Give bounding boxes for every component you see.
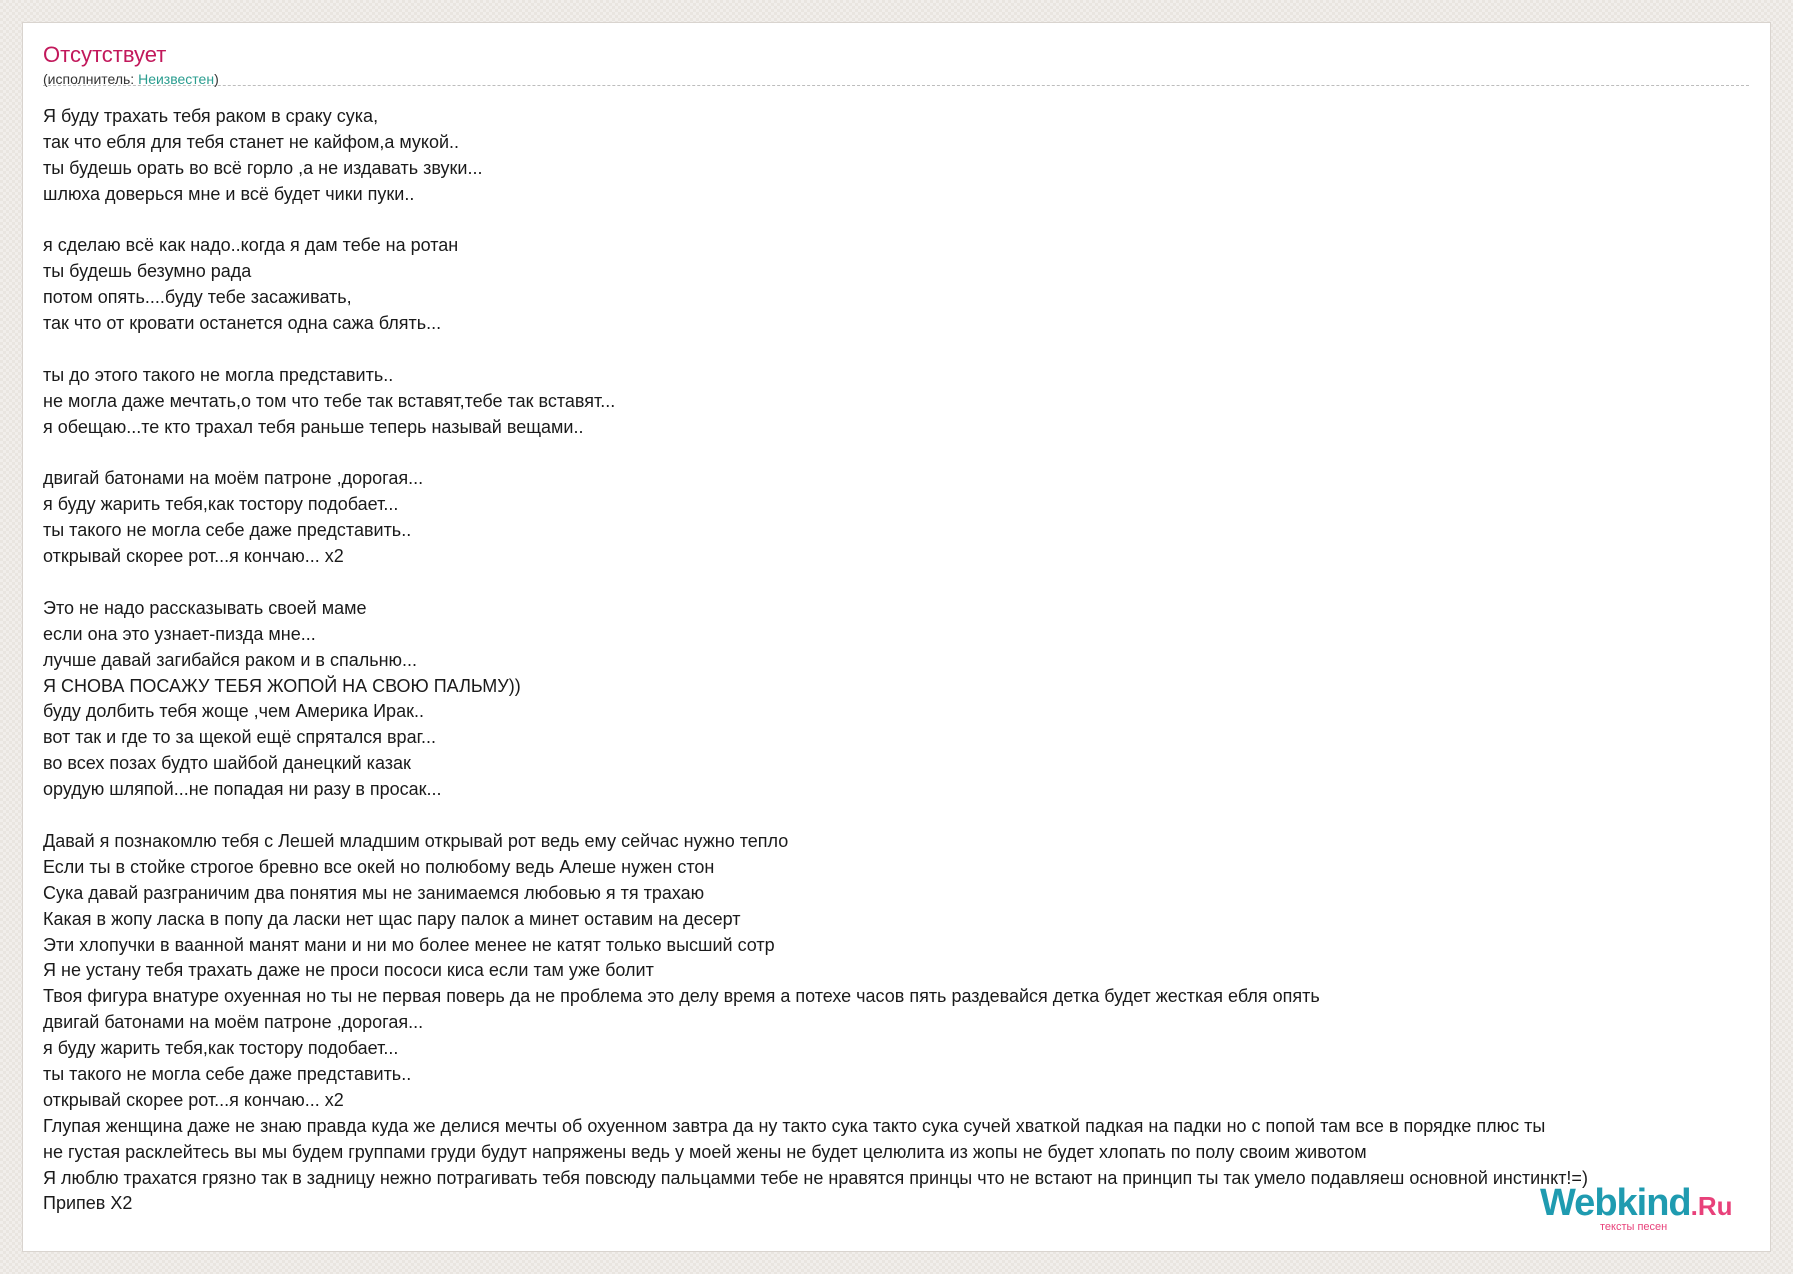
logo-wordmark [1540, 1183, 1733, 1226]
lyric-line: Давай я познакомлю тебя с Лешей младшим открывай рот ведь ему сейчас нужно тепло [43, 830, 789, 851]
lyric-line: шлюха доверься мне и всё будет чики пуки.. [43, 183, 415, 204]
lyric-line [43, 570, 1763, 596]
lyric-line: ты будешь безумно рада [43, 261, 252, 282]
lyric-line [43, 803, 1763, 829]
lyric-line: двигай батонами на моём патроне ,дорогая... [43, 1012, 424, 1033]
lyric-line: открывай скорее рот...я кончаю... х2 [43, 546, 344, 567]
lyric-line: Эти хлопучки в ваанной манят мани и ни мо более менее не катят только высший сотр [43, 934, 775, 955]
lyric-line: Я не устану тебя трахать даже не проси пососи киса если там уже болит [43, 960, 654, 981]
performer-prefix: (исполнитель: [43, 71, 139, 87]
lyric-line: я сделаю всё как надо..когда я дам тебе на ротан [43, 235, 459, 256]
performer-suffix: ) [214, 71, 219, 87]
lyric-line: ты такого не могла себе даже представить.. [43, 1063, 412, 1084]
logo-main-text: Webkind [1540, 1182, 1691, 1224]
lyric-line: ты будешь орать во всё горло ,а не издавать звуки... [43, 157, 483, 178]
lyric-line: вот так и где то за щекой ещё спрятался враг... [43, 727, 436, 748]
webkind-logo[interactable] [1540, 1183, 1740, 1233]
lyric-line: так что от кровати останется одна сажа блять... [43, 313, 442, 334]
lyric-line: я буду жарить тебя,как тостору подобает... [43, 1038, 399, 1059]
lyric-line: так что ебля для тебя станет не кайфом,а мукой.. [43, 131, 460, 152]
lyrics-text [43, 104, 1763, 1217]
song-title: Отсутствует [43, 42, 167, 67]
lyric-line: Сука давай разграничим два понятия мы не занимаемся любовью я тя трахаю [43, 882, 705, 903]
lyric-line: двигай батонами на моём патроне ,дорогая... [43, 468, 424, 489]
lyric-line: Я СНОВА ПОСАЖУ ТЕБЯ ЖОПОЙ НА СВОЮ ПАЛЬМУ)) [43, 675, 521, 696]
lyric-line [43, 337, 1763, 363]
lyric-line: если она это узнает-пизда мне... [43, 623, 316, 644]
lyric-line: ты такого не могла себе даже представить.. [43, 520, 412, 541]
lyric-line: Какая в жопу ласка в попу да ласки нет щас пару палок а минет оставим на десерт [43, 908, 741, 929]
song-header [43, 43, 1749, 86]
lyric-line: Я буду трахать тебя раком в сраку сука, [43, 106, 379, 126]
lyric-line: не густая расклейтесь вы мы будем группами груди будут напряжены ведь у моей жены не будет целюлита из жопы не будет хлопать по полу своим животом [43, 1141, 1367, 1162]
content-panel [22, 22, 1771, 1252]
lyric-line: ты до этого такого не могла представить.. [43, 364, 394, 385]
lyric-line: не могла даже мечтать,о том что тебе так вставят,тебе так вставят... [43, 390, 616, 411]
lyric-line: Я люблю трахатся грязно так в задницу нежно потрагивать тебя повсюду пальцамми тебе не нравятся принцы что не встают на принцип ты так умело подавляеш основной инстинкт!=) [43, 1167, 1588, 1188]
lyric-line: Это не надо рассказывать своей маме [43, 597, 367, 618]
lyric-line: Глупая женщина даже не знаю правда куда же делися мечты об охуенном завтра да ну такто сука такто сука сучей хваткой падкая на падки но с попой там все в порядке плюс ты [43, 1115, 1546, 1136]
lyric-line: открывай скорее рот...я кончаю... х2 [43, 1089, 344, 1110]
lyric-line: потом опять....буду тебе засаживать, [43, 287, 352, 308]
lyric-line: буду долбить тебя жоще ,чем Америка Ирак.. [43, 701, 424, 722]
logo-subtitle: тексты песен [1600, 1221, 1668, 1233]
lyric-line: орудую шляпой...не попадая ни разу в просак... [43, 779, 442, 800]
lyric-line: я обещаю...те кто трахал тебя раньше теперь называй вещами.. [43, 416, 584, 437]
lyric-line: Если ты в стойке строгое бревно все окей но полюбому ведь Алеше нужен стон [43, 856, 715, 877]
lyric-line [43, 208, 1763, 234]
lyric-line: лучше давай загибайся раком и в спальню... [43, 649, 418, 670]
lyric-line: Припев Х2 [43, 1193, 133, 1214]
lyric-line: я буду жарить тебя,как тостору подобает... [43, 494, 399, 515]
performer-link[interactable]: Неизвестен [138, 71, 215, 87]
lyric-line [43, 441, 1763, 467]
lyric-line: во всех позах будто шайбой данецкий казак [43, 753, 411, 774]
performer-line [43, 70, 1749, 88]
logo-tld: .Ru [1690, 1191, 1733, 1221]
lyric-line: Твоя фигура внатуре охуенная но ты не первая поверь да не проблема это делу время а потехе часов пять раздевайся детка будет жесткая ебля опять [43, 986, 1320, 1007]
